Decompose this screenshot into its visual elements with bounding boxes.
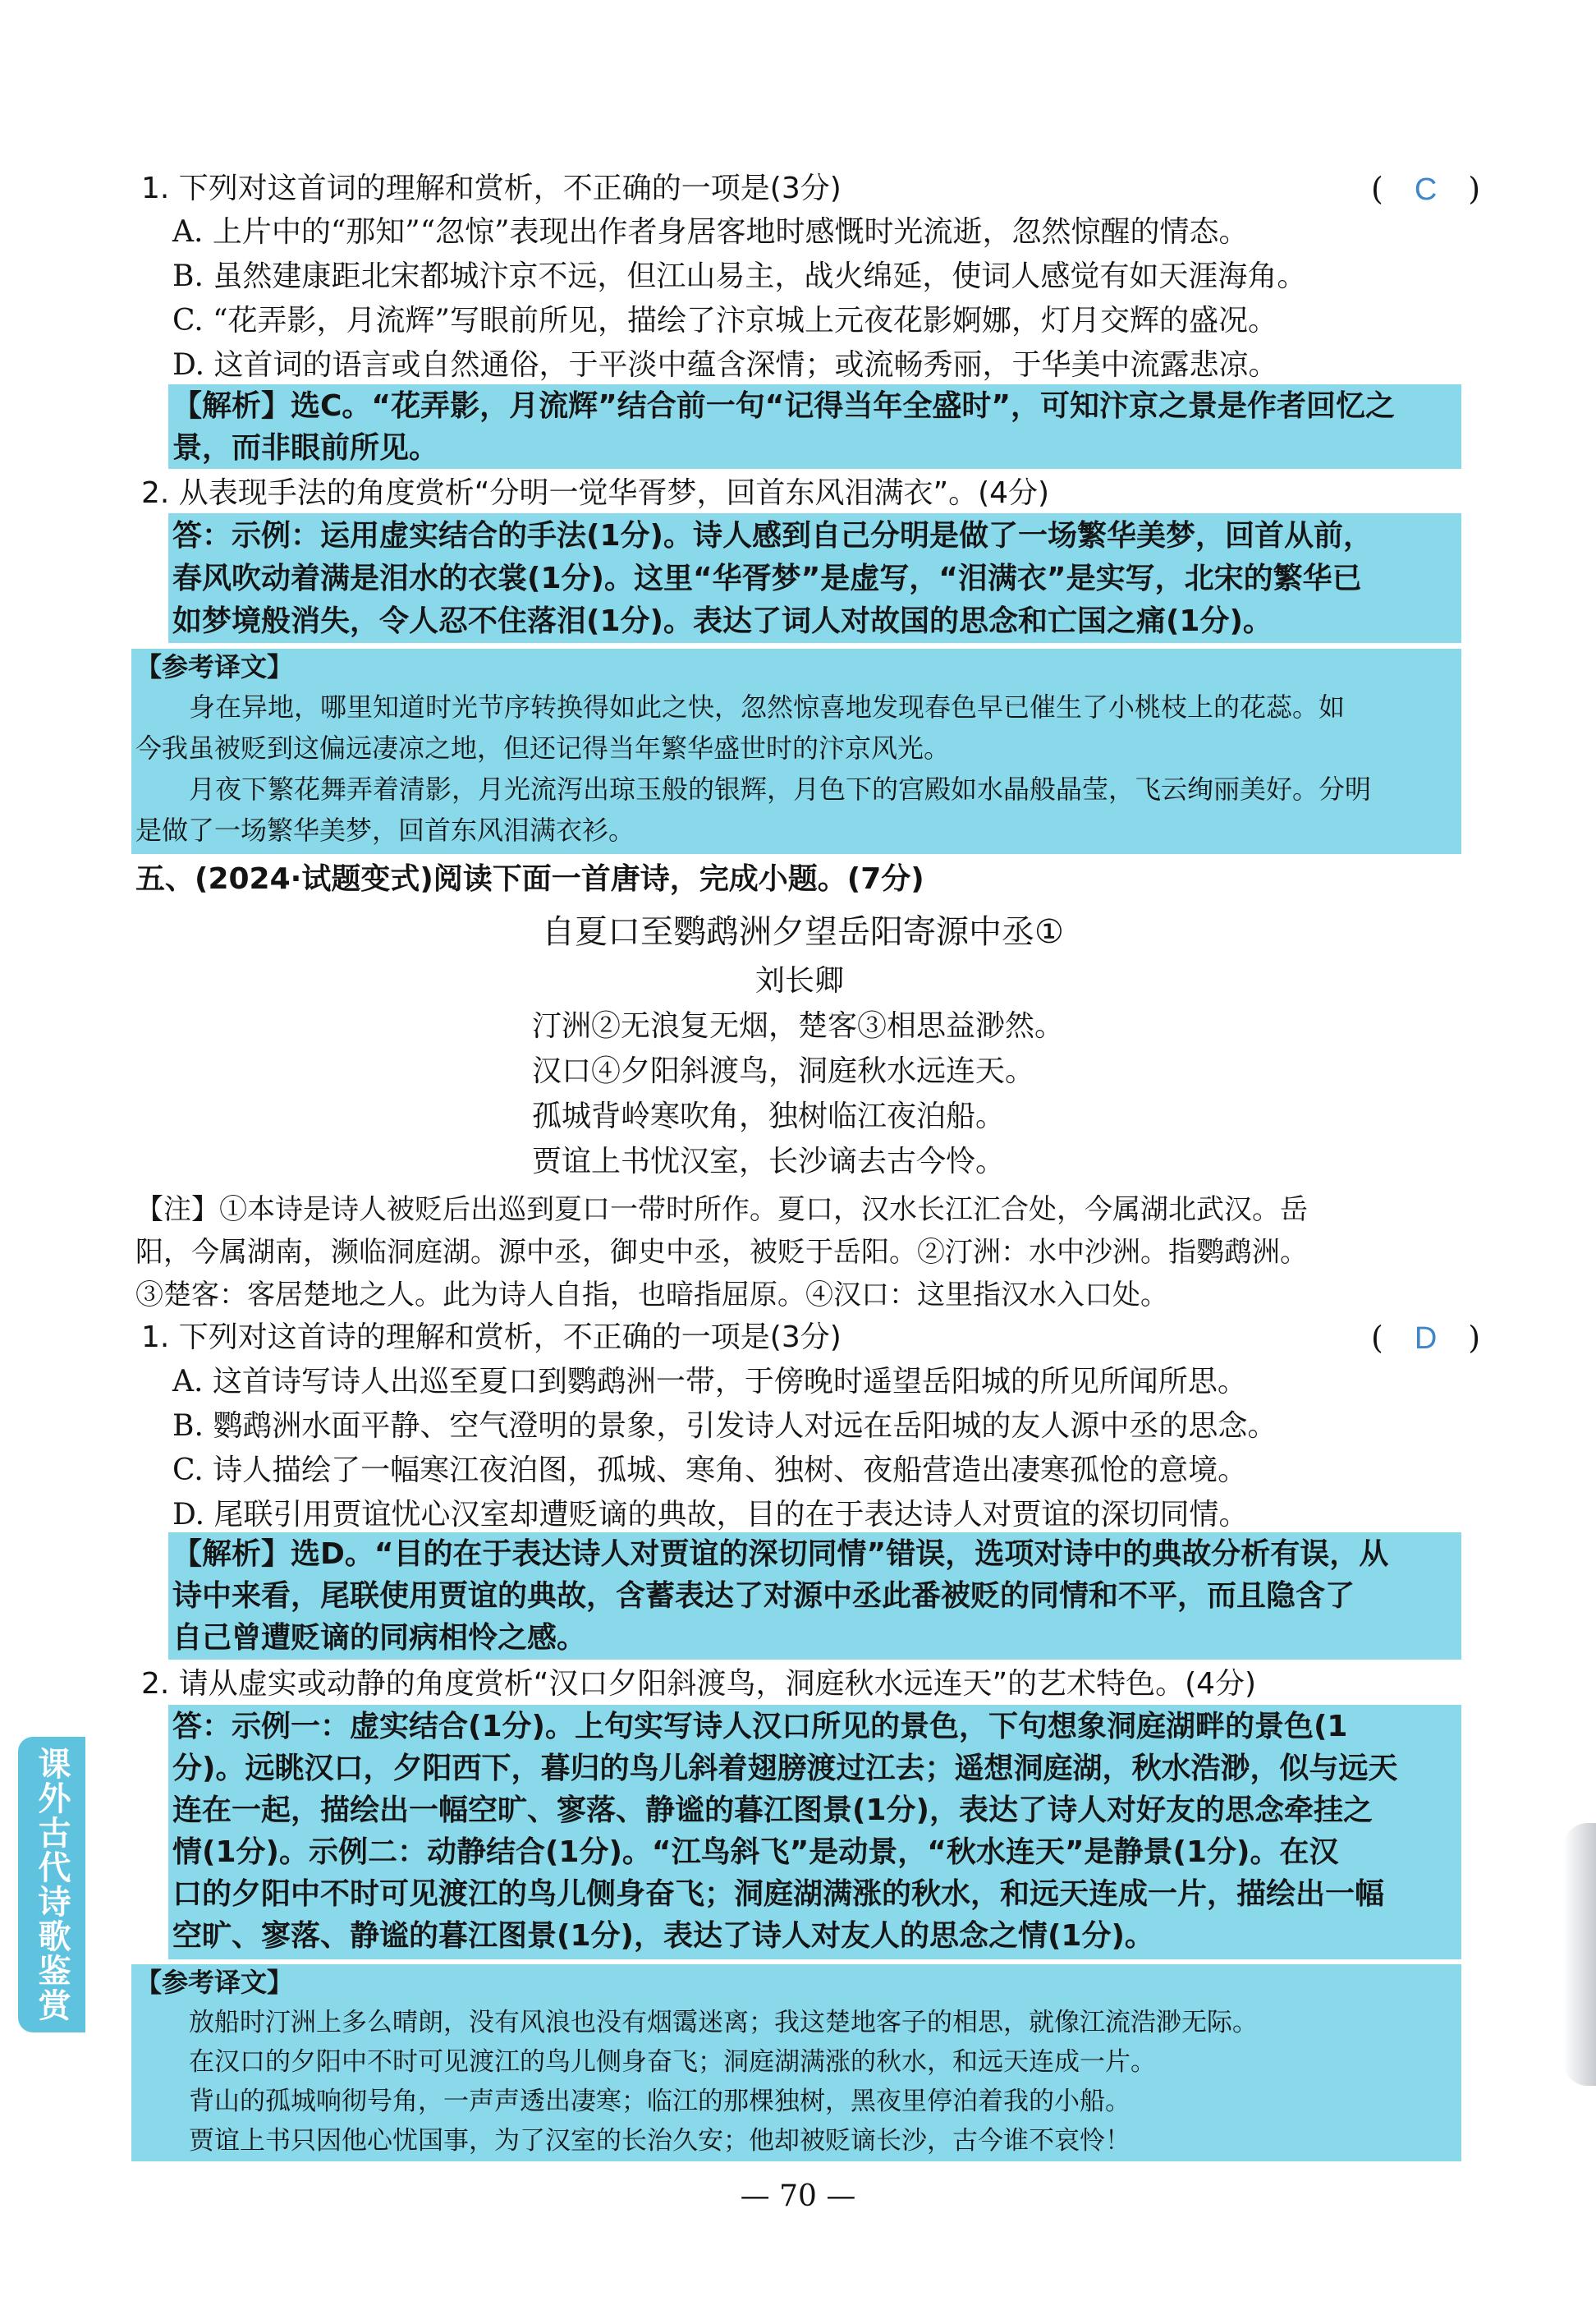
poem-author: 刘长卿 <box>755 964 845 998</box>
chapter-side-tab: 课外古代诗歌鉴赏 <box>18 1737 85 2032</box>
section-heading: 五、(2024·试题变式)阅读下面一首唐诗，完成小题。(7分) <box>135 862 924 896</box>
s1-q1-stem: 1. 下列对这首词的理解和赏析，不正确的一项是(3分) <box>141 172 842 205</box>
s1-q2-stem: 2. 从表现手法的角度赏析“分明一觉华胥梦，回首东风泪满衣”。(4分) <box>141 476 1050 510</box>
answer-line: 如梦境般消失，令人忍不住落泪(1分)。表达了词人对故国的思念和亡国之痛(1分)。 <box>172 604 1273 638</box>
analysis-line: 【解析】选D。“目的在于表达诗人对贾谊的深切同情”错误，选项对诗中的典故分析有误，从 <box>172 1537 1389 1571</box>
option-c: C. “花弄影，月流辉”写眼前所见，描绘了汴京城上元夜花影婀娜，灯月交辉的盛况。 <box>172 304 1277 338</box>
answer-line: 答：示例：运用虚实结合的手法(1分)。诗人感到自己分明是做了一场繁华美梦，回首从前， <box>172 519 1373 553</box>
poem-line: 孤城背岭寒吹角，独树临江夜泊船。 <box>532 1100 1006 1133</box>
poem-line: 贾谊上书忧汉室，长沙谪去古今怜。 <box>532 1145 1006 1178</box>
answer-line: 连在一起，描绘出一幅空旷、寥落、静谧的暮江图景(1分)，表达了诗人对好友的思念牵挂之 <box>172 1793 1373 1827</box>
translation-line: 放船时汀洲上多么晴朗，没有风浪也没有烟霭迷离；我这楚地客子的相思，就像江流浩渺无际。 <box>189 2008 1258 2037</box>
answer-line: 春风吹动着满是泪水的衣裳(1分)。这里“华胥梦”是虚写，“泪满衣”是实写，北宋的繁华已 <box>172 562 1362 595</box>
page-edge-shadow <box>1563 1823 1596 2086</box>
reference-label: 【参考译文】 <box>135 1967 294 1998</box>
option-c: C. 诗人描绘了一幅寒江夜泊图，孤城、寒角、独树、夜船营造出凄寒孤怆的意境。 <box>172 1454 1248 1487</box>
translation-line: 今我虽被贬到这偏远凄凉之地，但还记得当年繁华盛世时的汴京风光。 <box>135 732 951 764</box>
s1-q1-answer: ( C ) <box>1371 171 1481 207</box>
note-line: 【注】①本诗是诗人被贬后出巡到夏口一带时所作。夏口，汉水长江汇合处，今属湖北武汉。岳 <box>135 1193 1308 1226</box>
translation-line: 是做了一场繁华美梦，回首东风泪满衣衫。 <box>135 815 635 846</box>
note-line: ③楚客：客居楚地之人。此为诗人自指，也暗指屈原。④汉口：这里指汉水入口处。 <box>135 1279 1168 1311</box>
translation-line: 背山的孤城响彻号角，一声声透出凄寒；临江的那棵独树，黑夜里停泊着我的小船。 <box>189 2087 1130 2116</box>
s2-q2-stem: 2. 请从虚实或动静的角度赏析“汉口夕阳斜渡鸟，洞庭秋水远连天”的艺术特色。(4分) <box>141 1667 1257 1701</box>
answer-line: 分)。远眺汉口，夕阳西下，暮归的鸟儿斜着翅膀渡过江去；遥想洞庭湖，秋水浩渺，似与远天 <box>172 1752 1398 1785</box>
translation-line: 在汉口的夕阳中不时可见渡江的鸟儿侧身奋飞；洞庭湖满涨的秋水，和远天连成一片。 <box>189 2047 1156 2077</box>
page-number: — 70 — <box>740 2179 856 2213</box>
s2-q1-stem: 1. 下列对这首诗的理解和赏析，不正确的一项是(3分) <box>141 1320 842 1354</box>
analysis-line: 自己曾遭贬谪的同病相怜之感。 <box>172 1621 587 1655</box>
option-b: B. 虽然建康距北宋都城汴京不远，但江山易主，战火绵延，使词人感觉有如天涯海角。 <box>172 259 1307 293</box>
poem-line: 汉口④夕阳斜渡鸟，洞庭秋水远连天。 <box>532 1054 1035 1088</box>
poem-title: 自夏口至鹦鹉洲夕望岳阳寄源中丞① <box>542 913 1064 951</box>
s2-q1-answer: ( D ) <box>1371 1320 1481 1356</box>
translation-line: 贾谊上书只因他心忧国事，为了汉室的长治久安；他却被贬谪长沙，古今谁不哀怜！ <box>189 2126 1130 2156</box>
note-line: 阳，今属湖南，濒临洞庭湖。源中丞，御史中丞，被贬于岳阳。②汀洲：水中沙洲。指鹦鹉洲。 <box>135 1236 1308 1269</box>
answer-line: 空旷、寥落、静谧的暮江图景(1分)，表达了诗人对友人的思念之情(1分)。 <box>172 1919 1154 1953</box>
option-b: B. 鹦鹉洲水面平静、空气澄明的景象，引发诗人对远在岳阳城的友人源中丞的思念。 <box>172 1409 1277 1443</box>
translation-line: 身在异地，哪里知道时光节序转换得如此之快，忽然惊喜地发现春色早已催生了小桃枝上的花蕊。如 <box>189 691 1346 723</box>
analysis-line: 景，而非眼前所见。 <box>172 431 439 465</box>
analysis-line: 【解析】选C。“花弄影，月流辉”结合前一句“记得当年全盛时”，可知汴京之景是作者回忆之 <box>172 389 1396 423</box>
option-a: A. 上片中的“那知”“忽惊”表现出作者身居客地时感慨时光流逝，忽然惊醒的情态。 <box>172 215 1249 249</box>
option-a: A. 这首诗写诗人出巡至夏口到鹦鹉洲一带，于傍晚时遥望岳阳城的所见所闻所思。 <box>172 1365 1247 1398</box>
analysis-line: 诗中来看，尾联使用贾谊的典故，含蓄表达了对源中丞此番被贬的同情和不平，而且隐含了 <box>172 1579 1355 1613</box>
option-d: D. 尾联引用贾谊忧心汉室却遭贬谪的典故，目的在于表达诗人对贾谊的深切同情。 <box>172 1498 1249 1532</box>
answer-line: 情(1分)。示例二：动静结合(1分)。“江鸟斜飞”是动景，“秋水连天”是静景(1分)。在汉 <box>172 1835 1339 1869</box>
answer-letter: C <box>1414 172 1438 207</box>
answer-letter: D <box>1414 1321 1438 1356</box>
reference-label: 【参考译文】 <box>135 651 294 682</box>
option-d: D. 这首词的语言或自然通俗，于平淡中蕴含深情；或流畅秀丽，于华美中流露悲凉。 <box>172 348 1278 382</box>
translation-line: 月夜下繁花舞弄着清影，月光流泻出琼玉般的银辉，月色下的宫殿如水晶般晶莹，飞云绚丽美好。分明 <box>189 774 1372 805</box>
poem-line: 汀洲②无浪复无烟，楚客③相思益渺然。 <box>532 1009 1065 1043</box>
answer-line: 口的夕阳中不时可见渡江的鸟儿侧身奋飞；洞庭湖满涨的秋水，和远天连成一片，描绘出一幅 <box>172 1877 1385 1911</box>
answer-line: 答：示例一：虚实结合(1分)。上句实写诗人汉口所见的景色，下句想象洞庭湖畔的景色(1 <box>172 1710 1348 1743</box>
